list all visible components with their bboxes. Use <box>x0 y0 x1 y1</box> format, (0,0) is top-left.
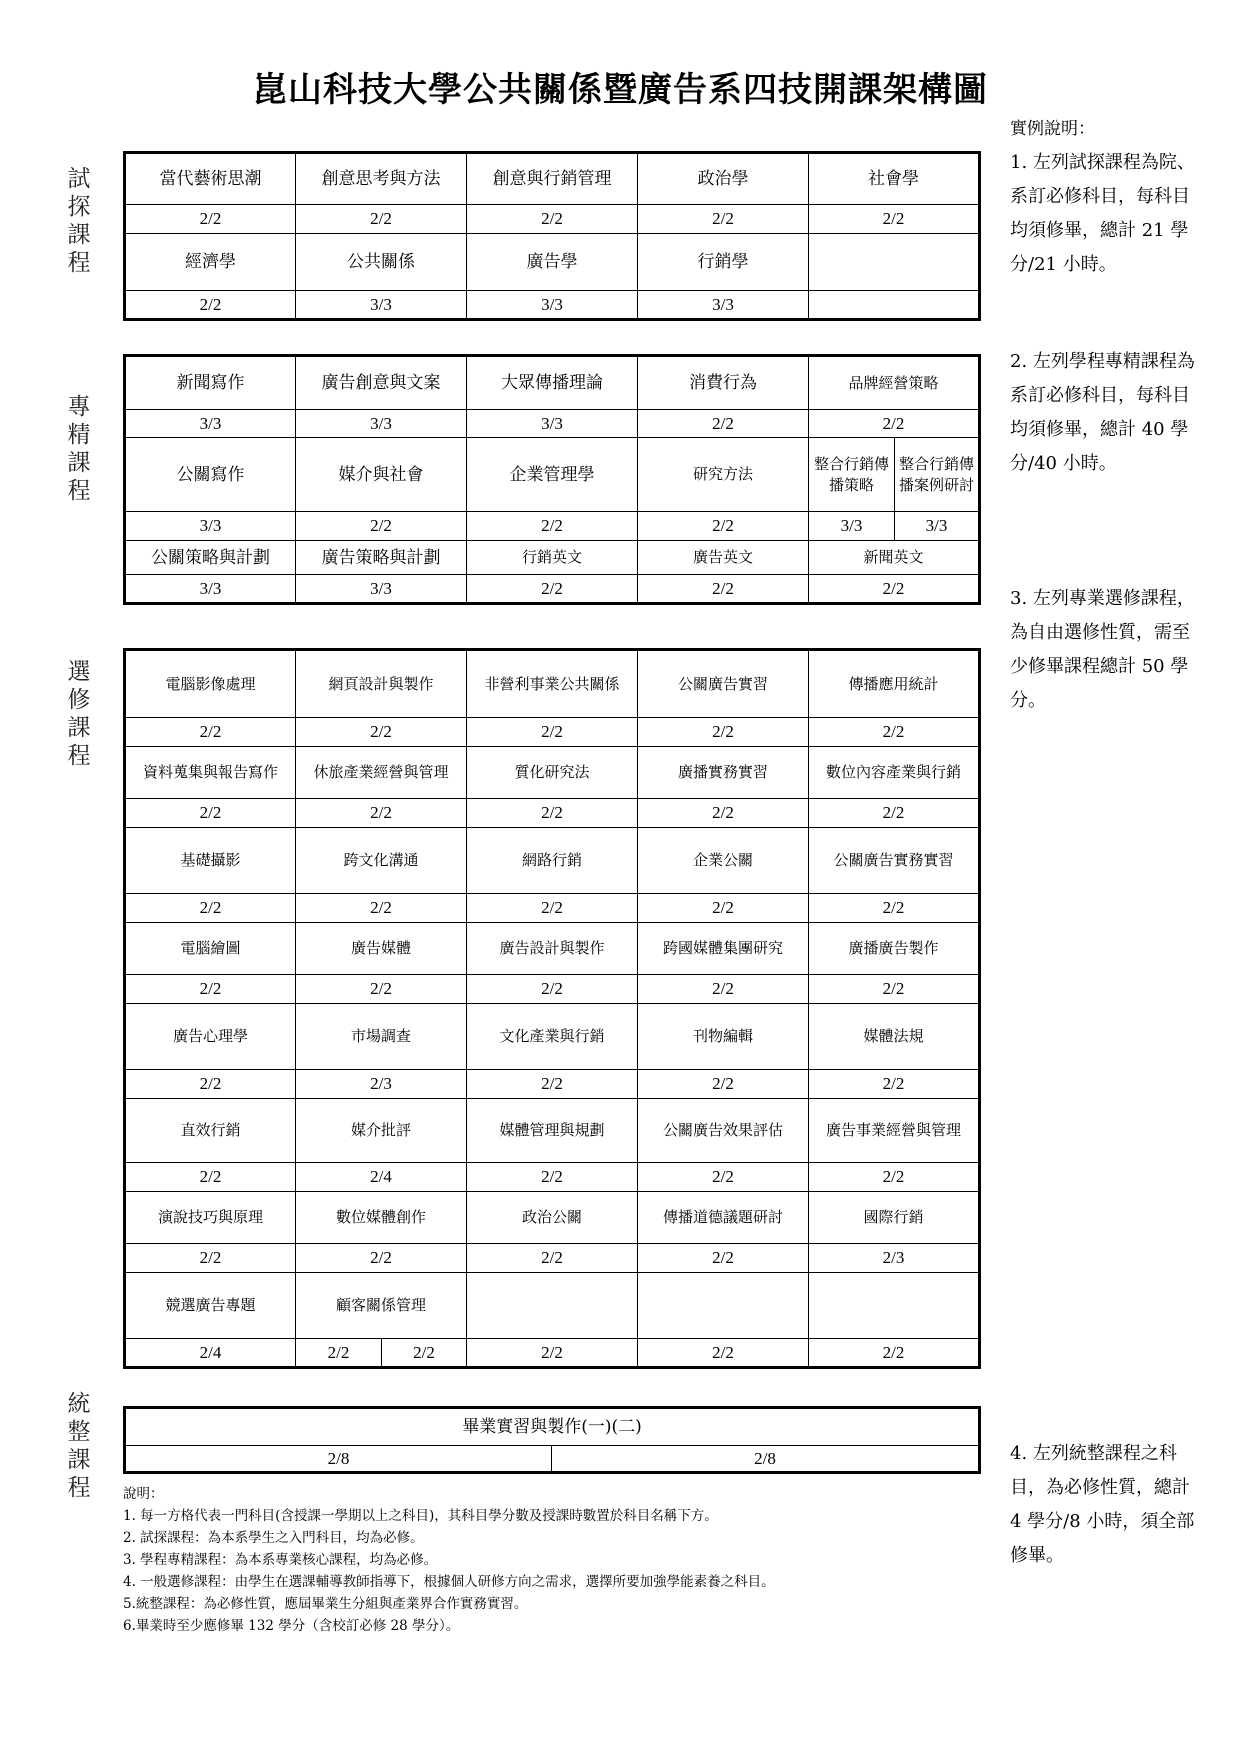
credit-cell: 2/2 <box>638 799 809 828</box>
credit-cell: 3/3 <box>296 291 467 320</box>
notes-panel <box>1010 582 1195 736</box>
credit-cell: 2/2 <box>467 575 638 604</box>
credit-cell: 2/8 <box>552 1446 980 1473</box>
course-cell: 企業公關 <box>638 828 809 894</box>
course-cell: 電腦繪圖 <box>125 923 296 975</box>
credit-cell: 3/3 <box>296 410 467 438</box>
course-cell <box>638 1273 809 1339</box>
course-cell <box>467 1273 638 1339</box>
credit-cell: 2/2 <box>296 205 467 234</box>
credit-cell: 2/2 <box>125 1163 296 1192</box>
credit-cell: 2/2 <box>638 894 809 923</box>
credit-cell: 2/2 <box>296 975 467 1004</box>
credit-cell: 2/2 <box>467 1070 638 1099</box>
course-cell: 媒介批評 <box>296 1099 467 1163</box>
notes-panel <box>1010 345 1195 499</box>
credit-cell: 2/2 <box>638 575 809 604</box>
course-cell: 傳播道德議題研討 <box>638 1192 809 1244</box>
course-cell: 廣告創意與文案 <box>296 356 467 410</box>
course-cell <box>809 1273 980 1339</box>
credit-cell: 2/2 <box>296 1244 467 1273</box>
footer-notes <box>123 1483 775 1637</box>
specialized-courses-table <box>123 354 981 605</box>
course-cell: 演說技巧與原理 <box>125 1192 296 1244</box>
credit-cell: 2/2 <box>638 1070 809 1099</box>
credit-cell: 2/2 <box>638 718 809 747</box>
course-cell: 整合行銷傳播策略 <box>809 438 895 512</box>
course-cell: 廣告學 <box>467 234 638 291</box>
credit-cell: 2/2 <box>809 1339 980 1368</box>
credit-cell: 2/2 <box>809 205 980 234</box>
course-cell: 大眾傳播理論 <box>467 356 638 410</box>
course-cell: 公關寫作 <box>125 438 296 512</box>
credit-cell: 2/2 <box>638 1163 809 1192</box>
credit-cell: 2/8 <box>125 1446 552 1473</box>
credit-cell: 2/2 <box>125 1244 296 1273</box>
notes-panel <box>1010 112 1195 300</box>
course-cell: 國際行銷 <box>809 1192 980 1244</box>
credit-cell: 2/2 <box>638 205 809 234</box>
course-cell: 市場調查 <box>296 1004 467 1070</box>
course-cell: 刊物編輯 <box>638 1004 809 1070</box>
course-cell: 企業管理學 <box>467 438 638 512</box>
course-cell: 創意思考與方法 <box>296 153 467 205</box>
footer-heading: 說明： <box>123 1486 164 1502</box>
course-cell: 網頁設計與製作 <box>296 650 467 718</box>
course-cell: 公關廣告實務實習 <box>809 828 980 894</box>
course-cell: 媒介與社會 <box>296 438 467 512</box>
course-cell: 新聞英文 <box>809 541 980 575</box>
credit-cell: 3/3 <box>809 512 895 541</box>
course-cell: 廣告英文 <box>638 541 809 575</box>
credit-cell: 2/2 <box>296 718 467 747</box>
notes-panel <box>1010 1437 1195 1591</box>
credit-cell: 2/2 <box>809 975 980 1004</box>
credit-cell: 3/3 <box>467 291 638 320</box>
footer-line: 6.畢業時至少應修畢 132 學分（含校訂必修 28 學分）。 <box>123 1618 460 1634</box>
credit-cell: 2/2 <box>467 799 638 828</box>
course-cell: 經濟學 <box>125 234 296 291</box>
course-cell: 非營利事業公共關係 <box>467 650 638 718</box>
credit-cell: 2/2 <box>382 1339 467 1368</box>
credit-cell: 2/2 <box>809 894 980 923</box>
course-cell: 新聞寫作 <box>125 356 296 410</box>
note-item: 4. 左列統整課程之科目，為必修性質，總計 4 學分/8 小時，須全部修畢。 <box>1010 1443 1195 1566</box>
credit-cell: 2/2 <box>638 1339 809 1368</box>
credit-cell: 2/2 <box>296 799 467 828</box>
credit-cell: 2/2 <box>638 410 809 438</box>
course-cell: 網路行銷 <box>467 828 638 894</box>
credit-cell: 2/2 <box>467 205 638 234</box>
credit-cell: 2/2 <box>125 291 296 320</box>
course-cell: 基礎攝影 <box>125 828 296 894</box>
side-label-specialized: 專精課程 <box>67 394 91 504</box>
elective-courses-table <box>123 648 981 1369</box>
credit-cell: 3/3 <box>296 575 467 604</box>
footer-line: 5.統整課程：為必修性質，應屆畢業生分組與產業界合作實務實習。 <box>123 1596 528 1612</box>
page-title: 崑山科技大學公共關係暨廣告系四技開課架構圖 <box>253 70 988 110</box>
credit-cell: 3/3 <box>125 410 296 438</box>
course-cell: 跨文化溝通 <box>296 828 467 894</box>
credit-cell: 3/3 <box>638 291 809 320</box>
credit-cell: 2/2 <box>125 799 296 828</box>
credit-cell: 3/3 <box>125 512 296 541</box>
credit-cell: 2/2 <box>125 1070 296 1099</box>
credit-cell: 2/3 <box>809 1244 980 1273</box>
credit-cell: 2/2 <box>467 975 638 1004</box>
credit-cell: 2/2 <box>296 1339 382 1368</box>
credit-cell: 2/4 <box>125 1339 296 1368</box>
course-cell: 公關廣告效果評估 <box>638 1099 809 1163</box>
integration-courses-table <box>123 1406 981 1474</box>
credit-cell <box>809 291 980 320</box>
course-cell: 公共關係 <box>296 234 467 291</box>
credit-cell: 2/2 <box>467 1163 638 1192</box>
course-cell: 媒體法規 <box>809 1004 980 1070</box>
credit-cell: 2/2 <box>809 1163 980 1192</box>
course-cell: 研究方法 <box>638 438 809 512</box>
course-cell: 政治學 <box>638 153 809 205</box>
credit-cell: 2/2 <box>809 718 980 747</box>
credit-cell: 2/2 <box>296 512 467 541</box>
credit-cell: 2/3 <box>296 1070 467 1099</box>
credit-cell: 2/2 <box>125 718 296 747</box>
course-cell: 質化研究法 <box>467 747 638 799</box>
credit-cell: 2/2 <box>638 975 809 1004</box>
course-cell: 政治公關 <box>467 1192 638 1244</box>
note-item: 3. 左列專業選修課程，為自由選修性質，需至少修畢課程總計 50 學分。 <box>1010 588 1195 711</box>
exploratory-courses-table <box>123 151 981 321</box>
course-cell: 公關策略與計劃 <box>125 541 296 575</box>
footer-line: 3. 學程專精課程：為本系專業核心課程，均為必修。 <box>123 1552 438 1568</box>
course-cell: 媒體管理與規劃 <box>467 1099 638 1163</box>
course-cell: 行銷學 <box>638 234 809 291</box>
course-cell: 文化產業與行銷 <box>467 1004 638 1070</box>
credit-cell: 2/2 <box>467 894 638 923</box>
credit-cell: 2/2 <box>467 718 638 747</box>
course-cell: 消費行為 <box>638 356 809 410</box>
course-cell <box>809 234 980 291</box>
course-cell: 廣告心理學 <box>125 1004 296 1070</box>
credit-cell: 2/2 <box>467 1244 638 1273</box>
credit-cell: 2/2 <box>467 512 638 541</box>
credit-cell: 3/3 <box>125 575 296 604</box>
course-cell: 直效行銷 <box>125 1099 296 1163</box>
credit-cell: 2/2 <box>809 799 980 828</box>
credit-cell: 2/2 <box>125 975 296 1004</box>
credit-cell: 2/2 <box>638 512 809 541</box>
course-cell: 當代藝術思潮 <box>125 153 296 205</box>
notes-heading: 實例說明： <box>1010 119 1095 139</box>
course-cell: 行銷英文 <box>467 541 638 575</box>
credit-cell: 2/2 <box>467 1339 638 1368</box>
credit-cell: 3/3 <box>895 512 980 541</box>
credit-cell: 2/2 <box>809 1070 980 1099</box>
course-cell: 品牌經營策略 <box>809 356 980 410</box>
course-cell: 傳播應用統計 <box>809 650 980 718</box>
course-cell: 數位媒體創作 <box>296 1192 467 1244</box>
course-cell: 資料蒐集與報告寫作 <box>125 747 296 799</box>
credit-cell: 2/2 <box>809 410 980 438</box>
course-cell: 顧客關係管理 <box>296 1273 467 1339</box>
course-cell: 廣告媒體 <box>296 923 467 975</box>
credit-cell: 2/2 <box>296 894 467 923</box>
course-cell: 社會學 <box>809 153 980 205</box>
course-cell: 競選廣告專題 <box>125 1273 296 1339</box>
course-cell: 跨國媒體集團研究 <box>638 923 809 975</box>
credit-cell: 2/2 <box>125 894 296 923</box>
side-label-integration: 統整課程 <box>67 1391 91 1501</box>
credit-cell: 2/2 <box>638 1244 809 1273</box>
credit-cell: 2/2 <box>809 575 980 604</box>
course-cell: 公關廣告實習 <box>638 650 809 718</box>
course-cell: 數位內容產業與行銷 <box>809 747 980 799</box>
course-cell: 整合行銷傳播案例研討 <box>895 438 980 512</box>
note-item: 1. 左列試探課程為院、系訂必修科目，每科目均須修畢，總計 21 學分/21 小時。 <box>1010 152 1195 275</box>
course-cell: 創意與行銷管理 <box>467 153 638 205</box>
course-cell: 廣播廣告製作 <box>809 923 980 975</box>
side-label-exploratory: 試探課程 <box>67 166 91 276</box>
credit-cell: 3/3 <box>467 410 638 438</box>
credit-cell: 2/2 <box>125 205 296 234</box>
credit-cell: 2/4 <box>296 1163 467 1192</box>
course-cell: 廣告事業經營與管理 <box>809 1099 980 1163</box>
course-cell: 休旅產業經營與管理 <box>296 747 467 799</box>
note-item: 2. 左列學程專精課程為系訂必修科目，每科目均須修畢，總計 40 學分/40 小時。 <box>1010 351 1195 474</box>
course-cell: 廣播實務實習 <box>638 747 809 799</box>
course-cell: 廣告設計與製作 <box>467 923 638 975</box>
course-cell: 廣告策略與計劃 <box>296 541 467 575</box>
footer-line: 1. 每一方格代表一門科目(含授課一學期以上之科目)，其科目學分數及授課時數置於科目名稱下方。 <box>123 1508 718 1524</box>
footer-line: 2. 試探課程：為本系學生之入門科目，均為必修。 <box>123 1530 424 1546</box>
side-label-elective: 選修課程 <box>67 659 91 769</box>
course-cell: 電腦影像處理 <box>125 650 296 718</box>
course-cell: 畢業實習與製作(一)(二) <box>125 1408 980 1446</box>
footer-line: 4. 一般選修課程：由學生在選課輔導教師指導下，根據個人研修方向之需求，選擇所要加強學能素養之科目。 <box>123 1574 775 1590</box>
